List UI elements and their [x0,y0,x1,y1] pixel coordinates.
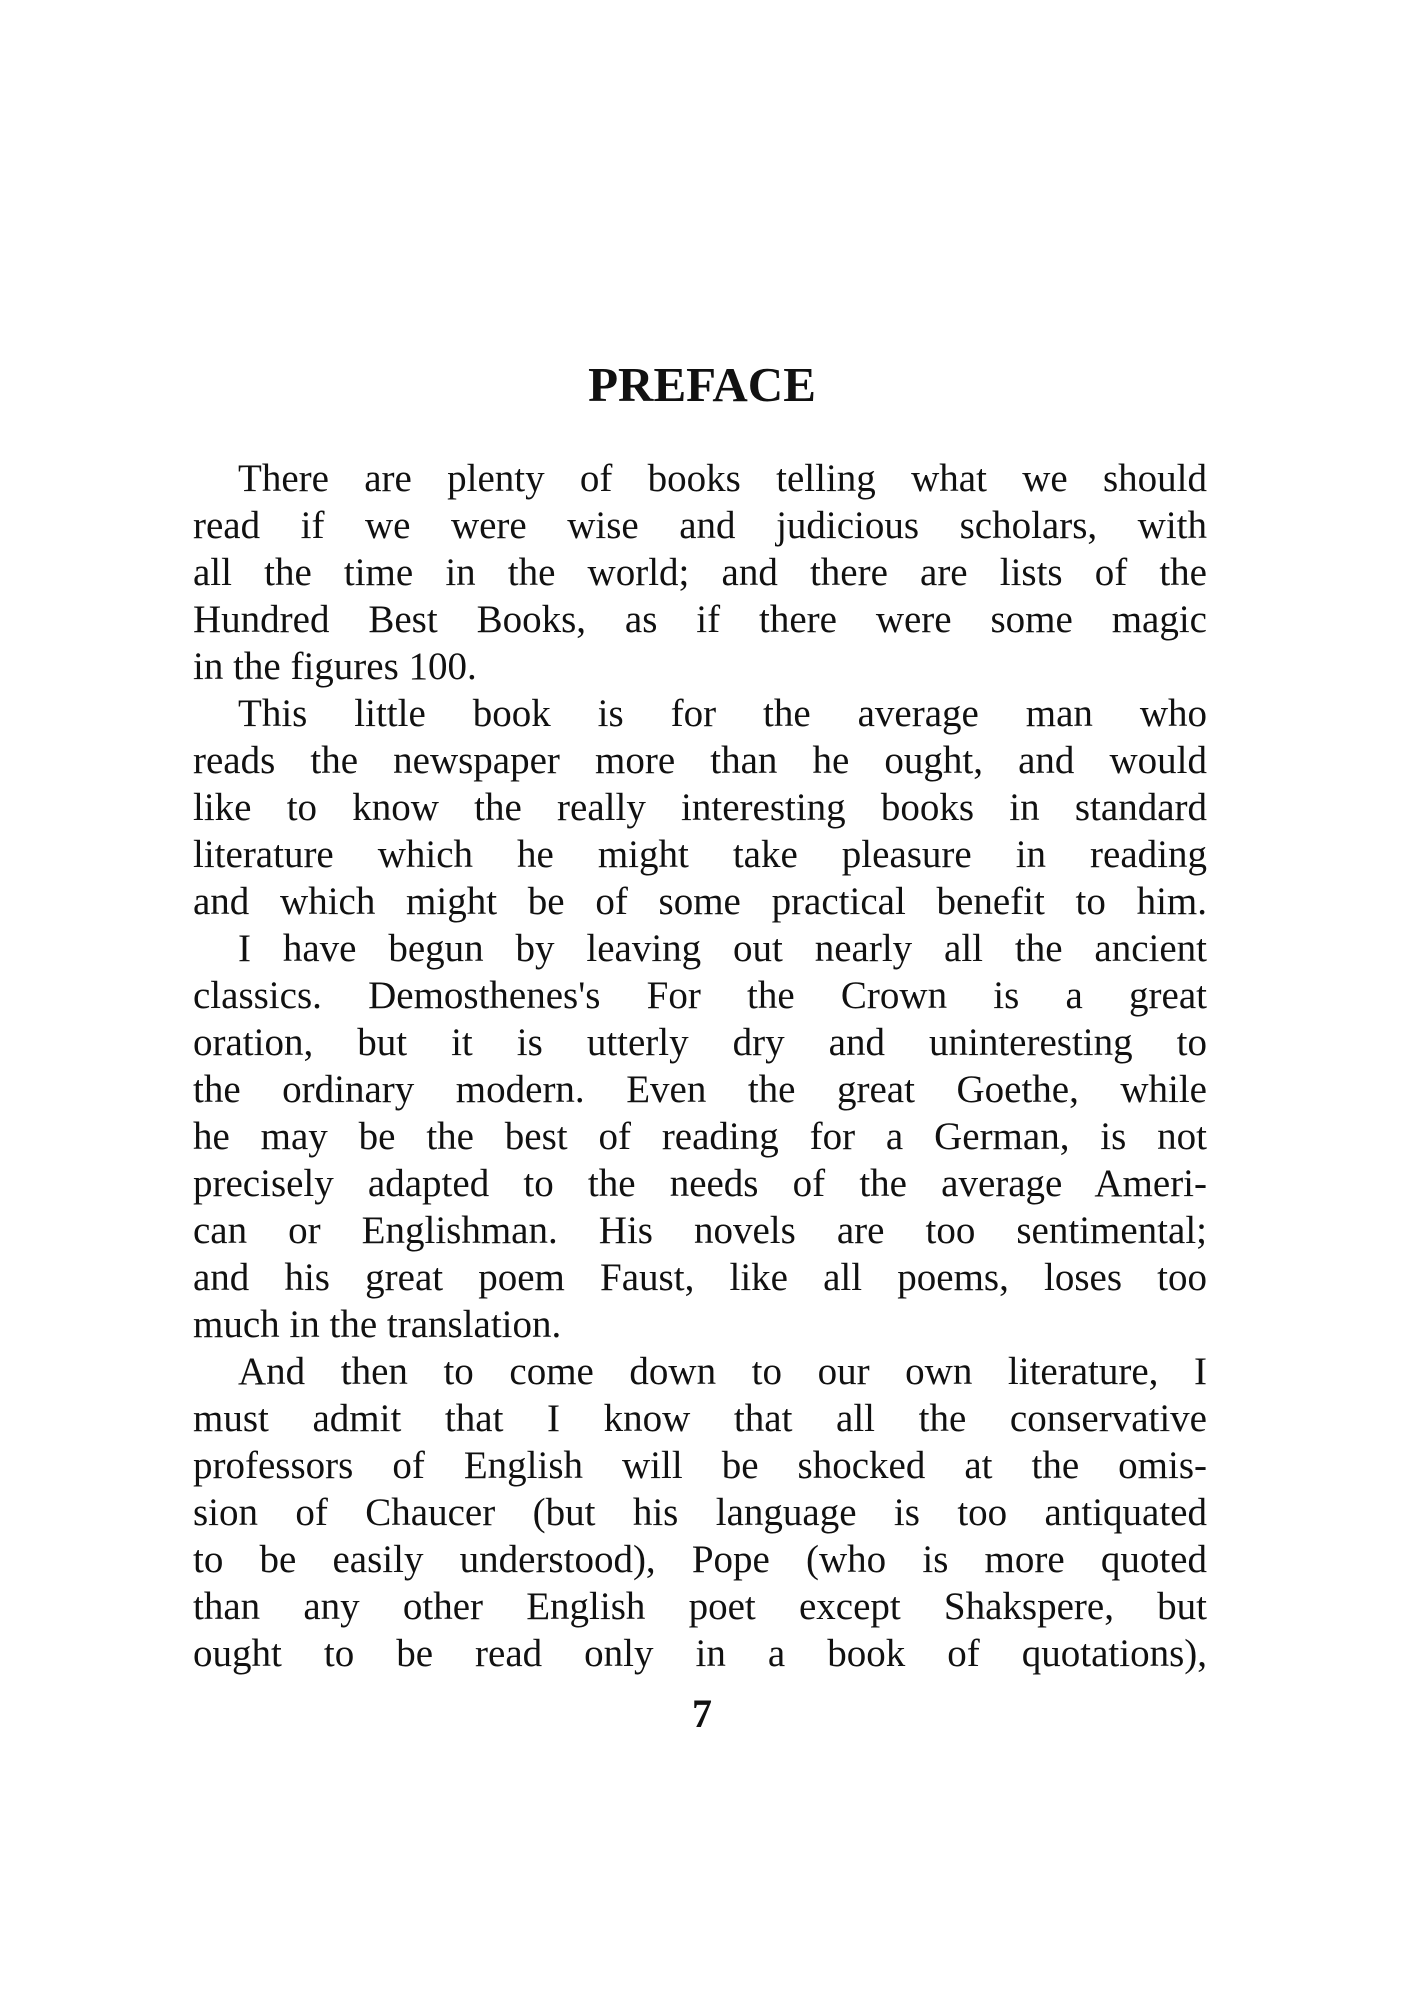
text-line: precisely adapted to the needs of the average Ameri- [193,1162,1207,1205]
text-line: the ordinary modern. Even the great Goethe, while [193,1068,1207,1111]
text-line: in the figures 100. [193,645,477,688]
text-line: Hundred Best Books, as if there were some magic [193,598,1207,641]
preface-text [193,455,1207,1677]
text-line: and his great poem Faust, like all poems, loses too [193,1256,1207,1299]
page-title: PREFACE [588,357,816,412]
text-line: and which might be of some practical benefit to him. [193,880,1207,923]
text-line: much in the translation. [193,1303,562,1346]
text-line: must admit that I know that all the conservative [193,1397,1207,1440]
text-line: This little book is for the average man who [238,692,1207,735]
text-line: And then to come down to our own literature, I [238,1350,1207,1393]
text-line: literature which he might take pleasure in reading [193,833,1207,876]
text-line: he may be the best of reading for a German, is not [193,1115,1207,1158]
text-line: like to know the really interesting books in standard [193,786,1207,829]
text-line: read if we were wise and judicious scholars, with [193,504,1207,547]
page-number: 7 [692,1691,712,1736]
text-line: to be easily understood), Pope (who is more quoted [193,1538,1207,1581]
text-line: sion of Chaucer (but his language is too antiquated [193,1491,1207,1534]
text-line: can or Englishman. His novels are too sentimental; [193,1209,1207,1252]
text-line: professors of English will be shocked at the omis- [193,1444,1207,1487]
text-line: There are plenty of books telling what we should [238,457,1207,500]
text-line: all the time in the world; and there are lists of the [193,551,1207,594]
text-line: ought to be read only in a book of quotations), [193,1632,1207,1675]
text-line: I have begun by leaving out nearly all the ancient [238,927,1207,970]
text-line: oration, but it is utterly dry and uninteresting to [193,1021,1207,1064]
text-line: than any other English poet except Shakspere, but [193,1585,1207,1628]
text-line: classics. Demosthenes's For the Crown is a great [193,974,1207,1017]
text-line: reads the newspaper more than he ought, and would [193,739,1207,782]
